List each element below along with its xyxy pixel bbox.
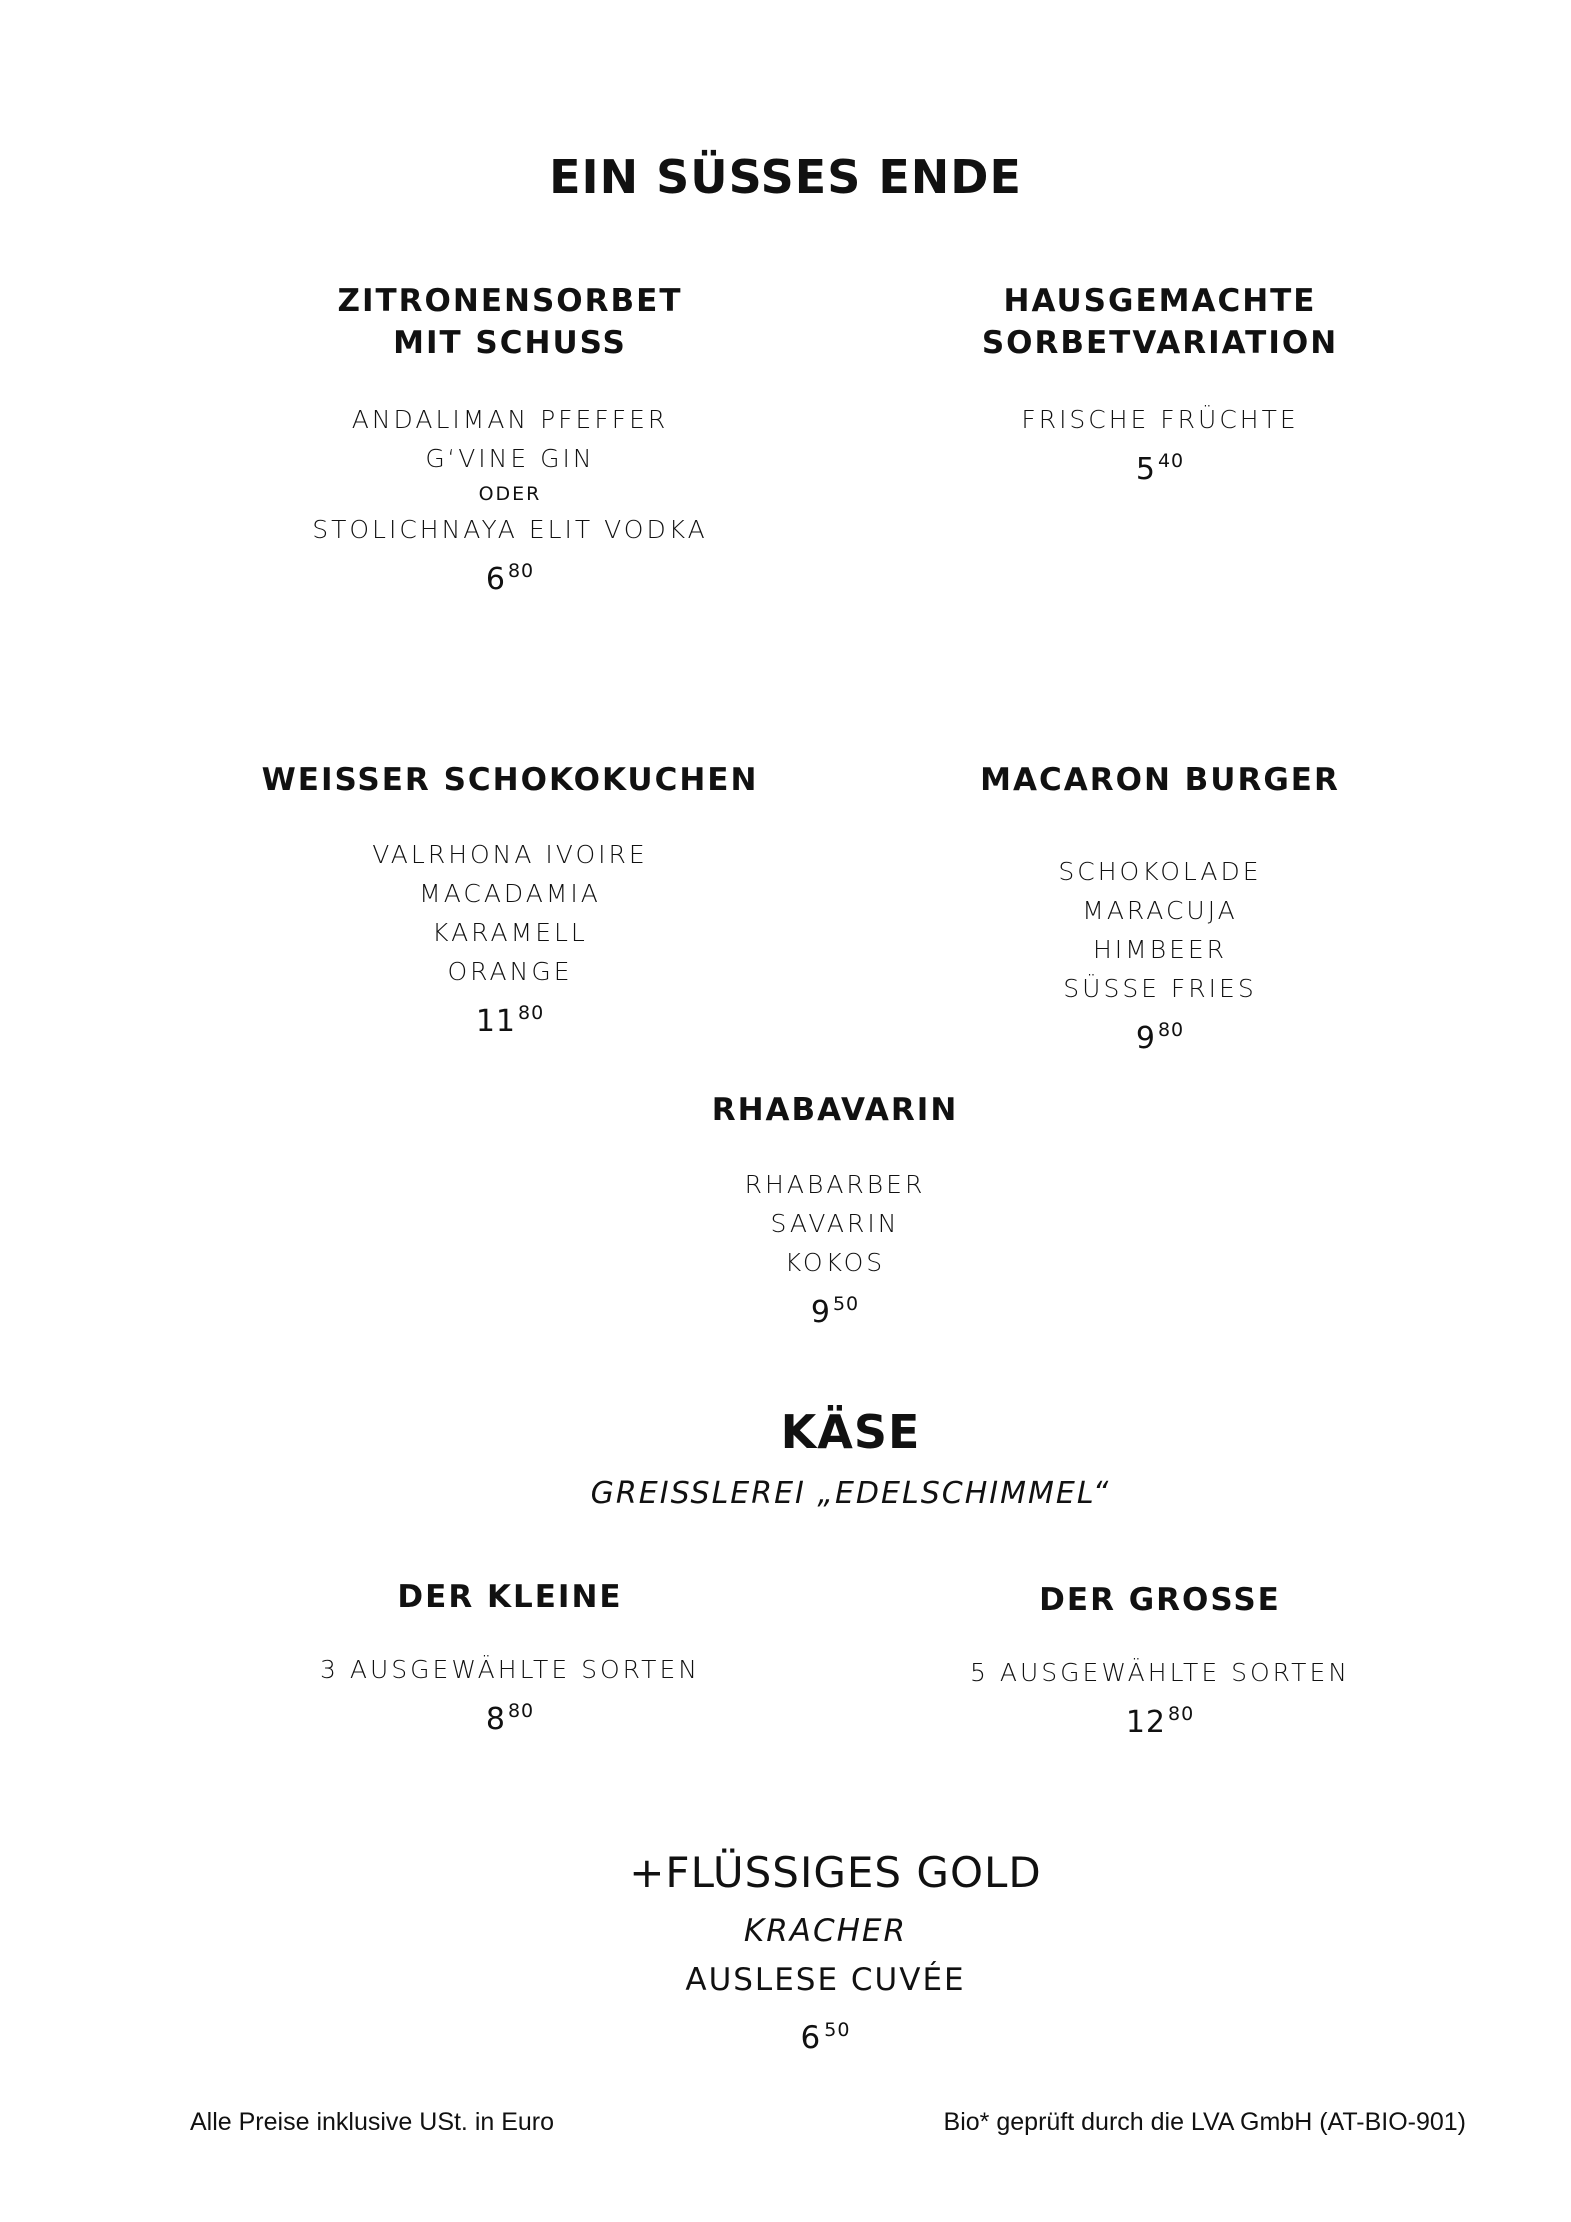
price <box>40 2008 1571 2060</box>
cheese-desc: 3 AUSGEWÄHLTE SORTEN <box>320 1655 700 1684</box>
cheese-item-large <box>910 1579 1410 1745</box>
ingredient: KOKOS <box>784 1248 886 1277</box>
gold-wine: AUSLESE CUVÉE <box>685 1962 966 1998</box>
price <box>585 1282 1085 1335</box>
price-cent: 50 <box>832 1293 860 1315</box>
cheese-title: KÄSE <box>780 1405 921 1459</box>
price-cent: 50 <box>824 2019 851 2041</box>
footer-left: Alle Preise inklusive USt. in Euro <box>190 2108 555 2136</box>
cheese-desc: 5 AUSGEWÄHLTE SORTEN <box>970 1658 1350 1687</box>
dish-title-line: HAUSGEMACHTE <box>1003 283 1317 319</box>
price-euro: 11 <box>475 1004 516 1039</box>
dish-title-line: SORBETVARIATION <box>981 325 1339 361</box>
ingredient: SAVARIN <box>770 1209 900 1238</box>
ingredient: SCHOKOLADE <box>1058 857 1262 886</box>
price <box>260 549 760 602</box>
ingredient: ORANGE <box>447 957 573 986</box>
dish-title-line: ZITRONENSORBET <box>337 283 683 319</box>
ingredient: KARAMELL <box>432 918 588 947</box>
price-euro: 5 <box>1135 452 1156 487</box>
price-euro: 9 <box>810 1295 831 1330</box>
ingredient: HIMBEER <box>1092 935 1228 964</box>
dish-title: WEISSER SCHOKOKUCHEN <box>261 762 759 798</box>
ingredient: MARACUJA <box>1082 896 1238 925</box>
price-cent: 80 <box>518 1002 545 1024</box>
dish-title: RHABAVARIN <box>711 1092 959 1128</box>
dish-title: DER KLEINE <box>397 1579 623 1615</box>
ingredient: FRISCHE FRÜCHTE <box>1021 405 1299 434</box>
dessert-rhabavarin <box>585 1089 1085 1335</box>
price <box>910 439 1410 492</box>
ingredient: G‘VINE GIN <box>425 444 595 473</box>
ingredient: RHABARBER <box>744 1170 926 1199</box>
price <box>910 1692 1410 1745</box>
cheese-subtitle: GREISSLEREI „EDELSCHIMMEL“ <box>590 1476 1111 1511</box>
price <box>260 1689 760 1742</box>
dish-title <box>910 280 1410 364</box>
ingredient: SÜSSE FRIES <box>1063 974 1257 1003</box>
dish-title <box>260 280 760 364</box>
cheese-item-small <box>260 1576 760 1742</box>
gold-title: +FLÜSSIGES GOLD <box>629 1848 1042 1897</box>
price-cent: 80 <box>507 1700 535 1722</box>
price-euro: 12 <box>1125 1705 1166 1740</box>
dish-title: MACARON BURGER <box>980 762 1340 798</box>
price-euro: 8 <box>485 1702 506 1737</box>
ingredient: ANDALIMAN PFEFFER <box>351 405 669 434</box>
price-cent: 80 <box>1157 1019 1185 1041</box>
dish-title-line: MIT SCHUSS <box>393 325 627 361</box>
price-euro: 6 <box>485 562 506 597</box>
price-cent: 40 <box>1157 450 1185 472</box>
gold-producer: KRACHER <box>743 1913 908 1949</box>
price-cent: 80 <box>1168 1703 1195 1725</box>
dessert-schokokuchen <box>260 759 760 1044</box>
dessert-macaron-burger <box>910 759 1410 1061</box>
page-title: EIN SÜSSES ENDE <box>549 150 1022 204</box>
ingredient: VALRHONA IVOIRE <box>372 840 648 869</box>
ingredient-separator: ODER <box>478 483 542 505</box>
price-euro: 6 <box>800 2020 823 2056</box>
price-cent: 80 <box>507 560 535 582</box>
dessert-sorbetvariation <box>910 280 1410 492</box>
footer-right: Bio* geprüft durch die LVA GmbH (AT-BIO-901) <box>943 2108 1466 2136</box>
price-euro: 9 <box>1135 1021 1156 1056</box>
ingredient: MACADAMIA <box>419 879 601 908</box>
price <box>910 1008 1410 1061</box>
ingredient: STOLICHNAYA ELIT VODKA <box>312 515 708 544</box>
dish-title: DER GROSSE <box>1039 1582 1281 1618</box>
dessert-zitronensorbet <box>260 280 760 602</box>
price <box>260 991 760 1044</box>
